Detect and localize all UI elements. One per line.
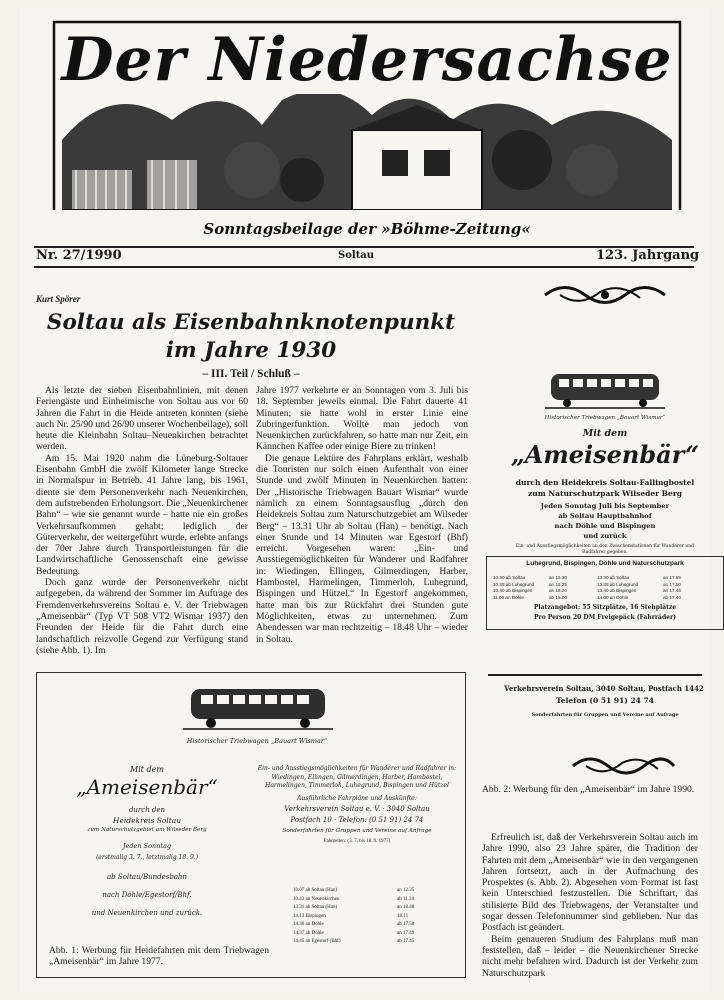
timetable-col-3: 13.30 ab Soltau 13.35 ab Luhegrund 13.40 ab Bispingen 14.00 an Döhle [597,575,639,600]
masthead [52,20,682,252]
article-part: – III. Teil / Schluß – [202,368,300,380]
headline-line-1: Soltau als Eisenbahnknotenpunkt [46,310,456,335]
ad77-org: Verkehrsverein Soltau e. V. · 3040 Soltau [284,804,430,813]
ad77-sonntag: Jeden Sonntag [122,842,172,850]
ad77-durch: durch den [128,806,166,814]
ad-line-1: durch den Heidekreis Soltau-Fallingbostel [515,478,695,487]
ad77-timetable-left: 10.07 ab Soltau (Han) 10.43 an Neuenkirchen 13.31 ab Soltau (Han) 14.13 Bispingen 14.30 an Döhle 14.37 ab Döhle 14.45 an Egestorf (Bhf) [293,888,341,944]
ad-line-6: und zurück [583,532,627,540]
ad77-fahrzeiten: Fahrzeiten: (3. 7. bis 18. 9. 1977) [323,838,391,844]
timetable-seats: Platzangebot: 55 Sitzplätze, 16 Stehplätze [533,604,677,611]
ad77-info: Ausführliche Fahrpläne und Auskünfte: [297,794,417,802]
ad-1977 [36,672,466,978]
article-column-1 [36,385,248,656]
article-column-2 [256,385,468,645]
timetable-title: Luhegrund, Bispingen, Döhle und Naturschutzpark [526,560,684,567]
ad77-stops: Wiedingen, Ellingen, Gilmerdingen, Harber, Hambostel, Harmelingen, Timmerloh, Luhegrund, Bispingen und Hützel [265,773,449,789]
paragraph: Am 15. Mai 1920 nahm die Lüneburg-Soltauer Eisenbahn GmbH die zwölf Kilometer lange Strecke in Normalspur in Betrieb. 41 Jahre lang, bis 1961, diente sie dem Personenverkehr nach Neuenkirchen, dem aufstrebenden Erholungsort. Die „Neuenkirchener Bahn“ – wie sie genannt wurde – hatte nie ein großes Verkehrsaufkommen gehabt; lediglich der Güterverkehr, der weitergeführt wurde, erlebte anfangs der 70er Jahre durch Transportleistungen für die Landwirtschaftliche Genossenschaft eine gewisse Bedeutung. [36,452,248,577]
flourish-bottom-ornament [568,752,678,780]
caption-abb1: Abb. 1: Werbung für Heidefahrten mit dem Triebwagen „Ameisenbär“ im Jahre 1977. [49,945,269,968]
railcar-caption: Historischer Triebwagen „Bauart Wismar“ [544,415,666,421]
ad-mit-dem: Mit dem [582,428,628,439]
ad77-nach: nach Döhle/Egestorf/Bhf. [102,891,192,899]
railcar-image [183,683,333,731]
paragraph: Jahre 1977 verkehrte er an Sonntagen vom 3. Juli bis 18. September jeweils einmal. Die Fahrt dauerte 41 Minuten; sie hatte wohl in erster Linie eine Zubringerfunktion. Wollte man jedoch von Neuenkirchen zurückfahren, so hatte man nur Zeit, ein Kännchen Kaffee oder einige Biere zu trinken! [256,385,468,453]
flourish-top-ornament [540,280,670,310]
ad-timetable [486,556,724,630]
ad77-ab: ab Soltau/Bundesbahn [106,873,188,881]
paragraph: Die genaue Lektüre des Fahrplans erklärt, weshalb die Touristen nur solch einen Aufenthalt von einer Stunde und zwölf Minuten in Neuenkirchen hatten: Der „Historische Triebwagen Bauart Wismar“ wurde nämlich zu einem Sonntagsausflug „durch den Heidekreis Soltau zum Naturschutzgebiet am Wilseder Berg“ – 13.31 Uhr ab Soltau (Han) – benötigt. Nach einer Stunde und 14 Minuten war Egestorf (Bhf) erreicht. Vorgesehen waren: „Ein- und Ausstiegemöglichkeiten für Wanderer und Radfahrer in: Wiedingen, Ellingen, Gilmerdingen, Harber, Hambostel, Harmelingen, Timmerloh, Luhegrund, Bispingen und Hützel.“ In Egestorf angekommen, hatte man bis zur Rückfahrt drei Stunden gute Möglichkeiten, etwas zu unternehmen. Zum Abendessen war man rechtzeitig – 18.48 Uhr – wieder in Soltau. [256,452,468,645]
railcar-caption: Historischer Triebwagen „Bauart Wismar“ [186,737,328,745]
author: Kurt Spörer [36,294,81,304]
masthead-title: Der Niedersachse [61,25,673,95]
masthead-rule-bottom [34,266,694,268]
ad77-mit-dem: Mit dem [130,765,164,774]
ad-groups: Sonderfahrten für Gruppen und Vereine auf Anfrage [531,712,679,718]
masthead-rule-top [34,246,694,248]
ad-line-4: ab Soltau Hauptbahnhof [558,512,652,520]
ad77-kreis: Heidekreis Soltau [112,816,182,825]
timetable-col-1: 10.30 ab Soltau 10.35 ab Luhegrund 10.40 ab Bispingen 11.00 an Döhle [493,575,535,600]
railcar-image [545,368,665,410]
ad77-park: zum Naturschutzgebiet am Wilseder Berg [87,827,207,833]
ad77-right-block [257,765,457,844]
issue-place: Soltau [338,250,375,261]
masthead-subtitle: Sonntagsbeilage der »Böhme-Zeitung« [203,220,531,238]
newspaper-page [20,8,710,992]
paragraph: Als letzte der sieben Eisenbahnlinien, mit denen Feriengäste und Einheimische von Soltau aus vor 60 Jahren die Fahrt in die Heide antreten konnten (siehe auch Nr. 25/90 und 26/90 unserer Wochenbeilage), soll heute die Kleinbahn Soltau–Neuenkirchen betrachtet werden. [36,385,248,453]
issue-number: Nr. 27/1990 [36,248,122,263]
timetable-price: Pro Person 20 DM Freigepäck (Fahrräder) [534,614,676,621]
ad77-und: und Neuenkirchen und zurück. [91,909,203,917]
issue-volume: 123. Jahrgang [596,248,700,263]
ad77-name: „Ameisenbär“ [76,775,218,799]
ad77-timetable-right: an 12.35 ab 11.34 an 18.48 18.11 ab 17.50 an 17.49 ab 17.45 [397,888,415,944]
caption-abb2: Abb. 2: Werbung für den „Ameisenbär“ im Jahre 1990. [482,784,695,795]
ad-line-5: nach Döhle und Bispingen [554,522,656,530]
ad-line-3: Jeden Sonntag Juli bis September [540,502,670,510]
ad77-left-block [47,761,247,917]
paragraph: Erfreulich ist, daß der Verkehrsverein Soltau auch im Jahre 1990, also 23 Jahre später, die Tradition der Fahrten mit dem „Ameisenbär“ wie in den vergangenen Jahren fortsetzt, auch in der Aufmachung des Prospektes (s. Abb. 2). Abgesehen vom Format ist fast kein Unterschied festzustellen. Die Schriftart, das stilisierte Bild des Triebwagens, der Veranstalter und sogar dessen Telefonnummer sind geblieben. Nur das Postfach ist geändert. [482,832,698,934]
ad-name: „Ameisenbär“ [510,440,700,469]
ad77-phone: Postfach 10 · Telefon: (0 51 91) 24 74 [290,815,424,824]
timetable-col-2: an 15.30 an 15.25 an 15.20 ab 15.00 [549,575,567,600]
ad77-dates: (erstmalig 3. 7., letztmalig 18. 9.) [95,854,199,861]
paragraph: Beim genaueren Studium des Fahrplans muß man feststellen, daß – leider – die Neuenkirchener Strecke nicht mehr befahren wird. Dadurch ist der Verkehr zum Naturschutzpark [482,933,698,979]
ad-organizer: Verkehrsverein Soltau, 3040 Soltau, Postfach 1442 [504,684,704,693]
paragraph: Doch ganz wurde der Personenverkehr nicht aufgegeben, da während der Sommer im Auftrage des Fremdenverkehrsvereins Soltau e. V. der Triebwagen „Ameisenbär“ (Typ VT 508 VT2 Wismar 1937) den Freunden der Heide für die Fahrt durch eine landschaftlich reizvolle Gegend zur Verfügung stand (siehe Abb. 1). Im [36,577,248,656]
article-column-3 [482,832,698,979]
ad77-groups: Sonderfahrten für Gruppen und Vereine auf Anfrage [282,827,432,834]
ad-line-7: Ein- und Ausstiegsmöglichkeiten an den Zwischenstationen für Wanderer und Radfahrer gegeben. [515,544,695,555]
ad-phone: Telefon (0 51 91) 24 74 [556,696,654,705]
ad-1990-bottom-rule [488,674,702,676]
ad-line-2: zum Naturschutzpark Wilseder Berg [528,489,682,498]
ad-1990 [493,280,704,740]
timetable-col-4: an 17.55 an 17.50 an 17.45 ab 17.40 [663,575,681,600]
ad77-stops-title: Ein- und Ausstiegsmöglichkeiten für Wanderer und Radfahrer in: [257,765,457,772]
headline-line-2: im Jahre 1930 [165,338,337,363]
